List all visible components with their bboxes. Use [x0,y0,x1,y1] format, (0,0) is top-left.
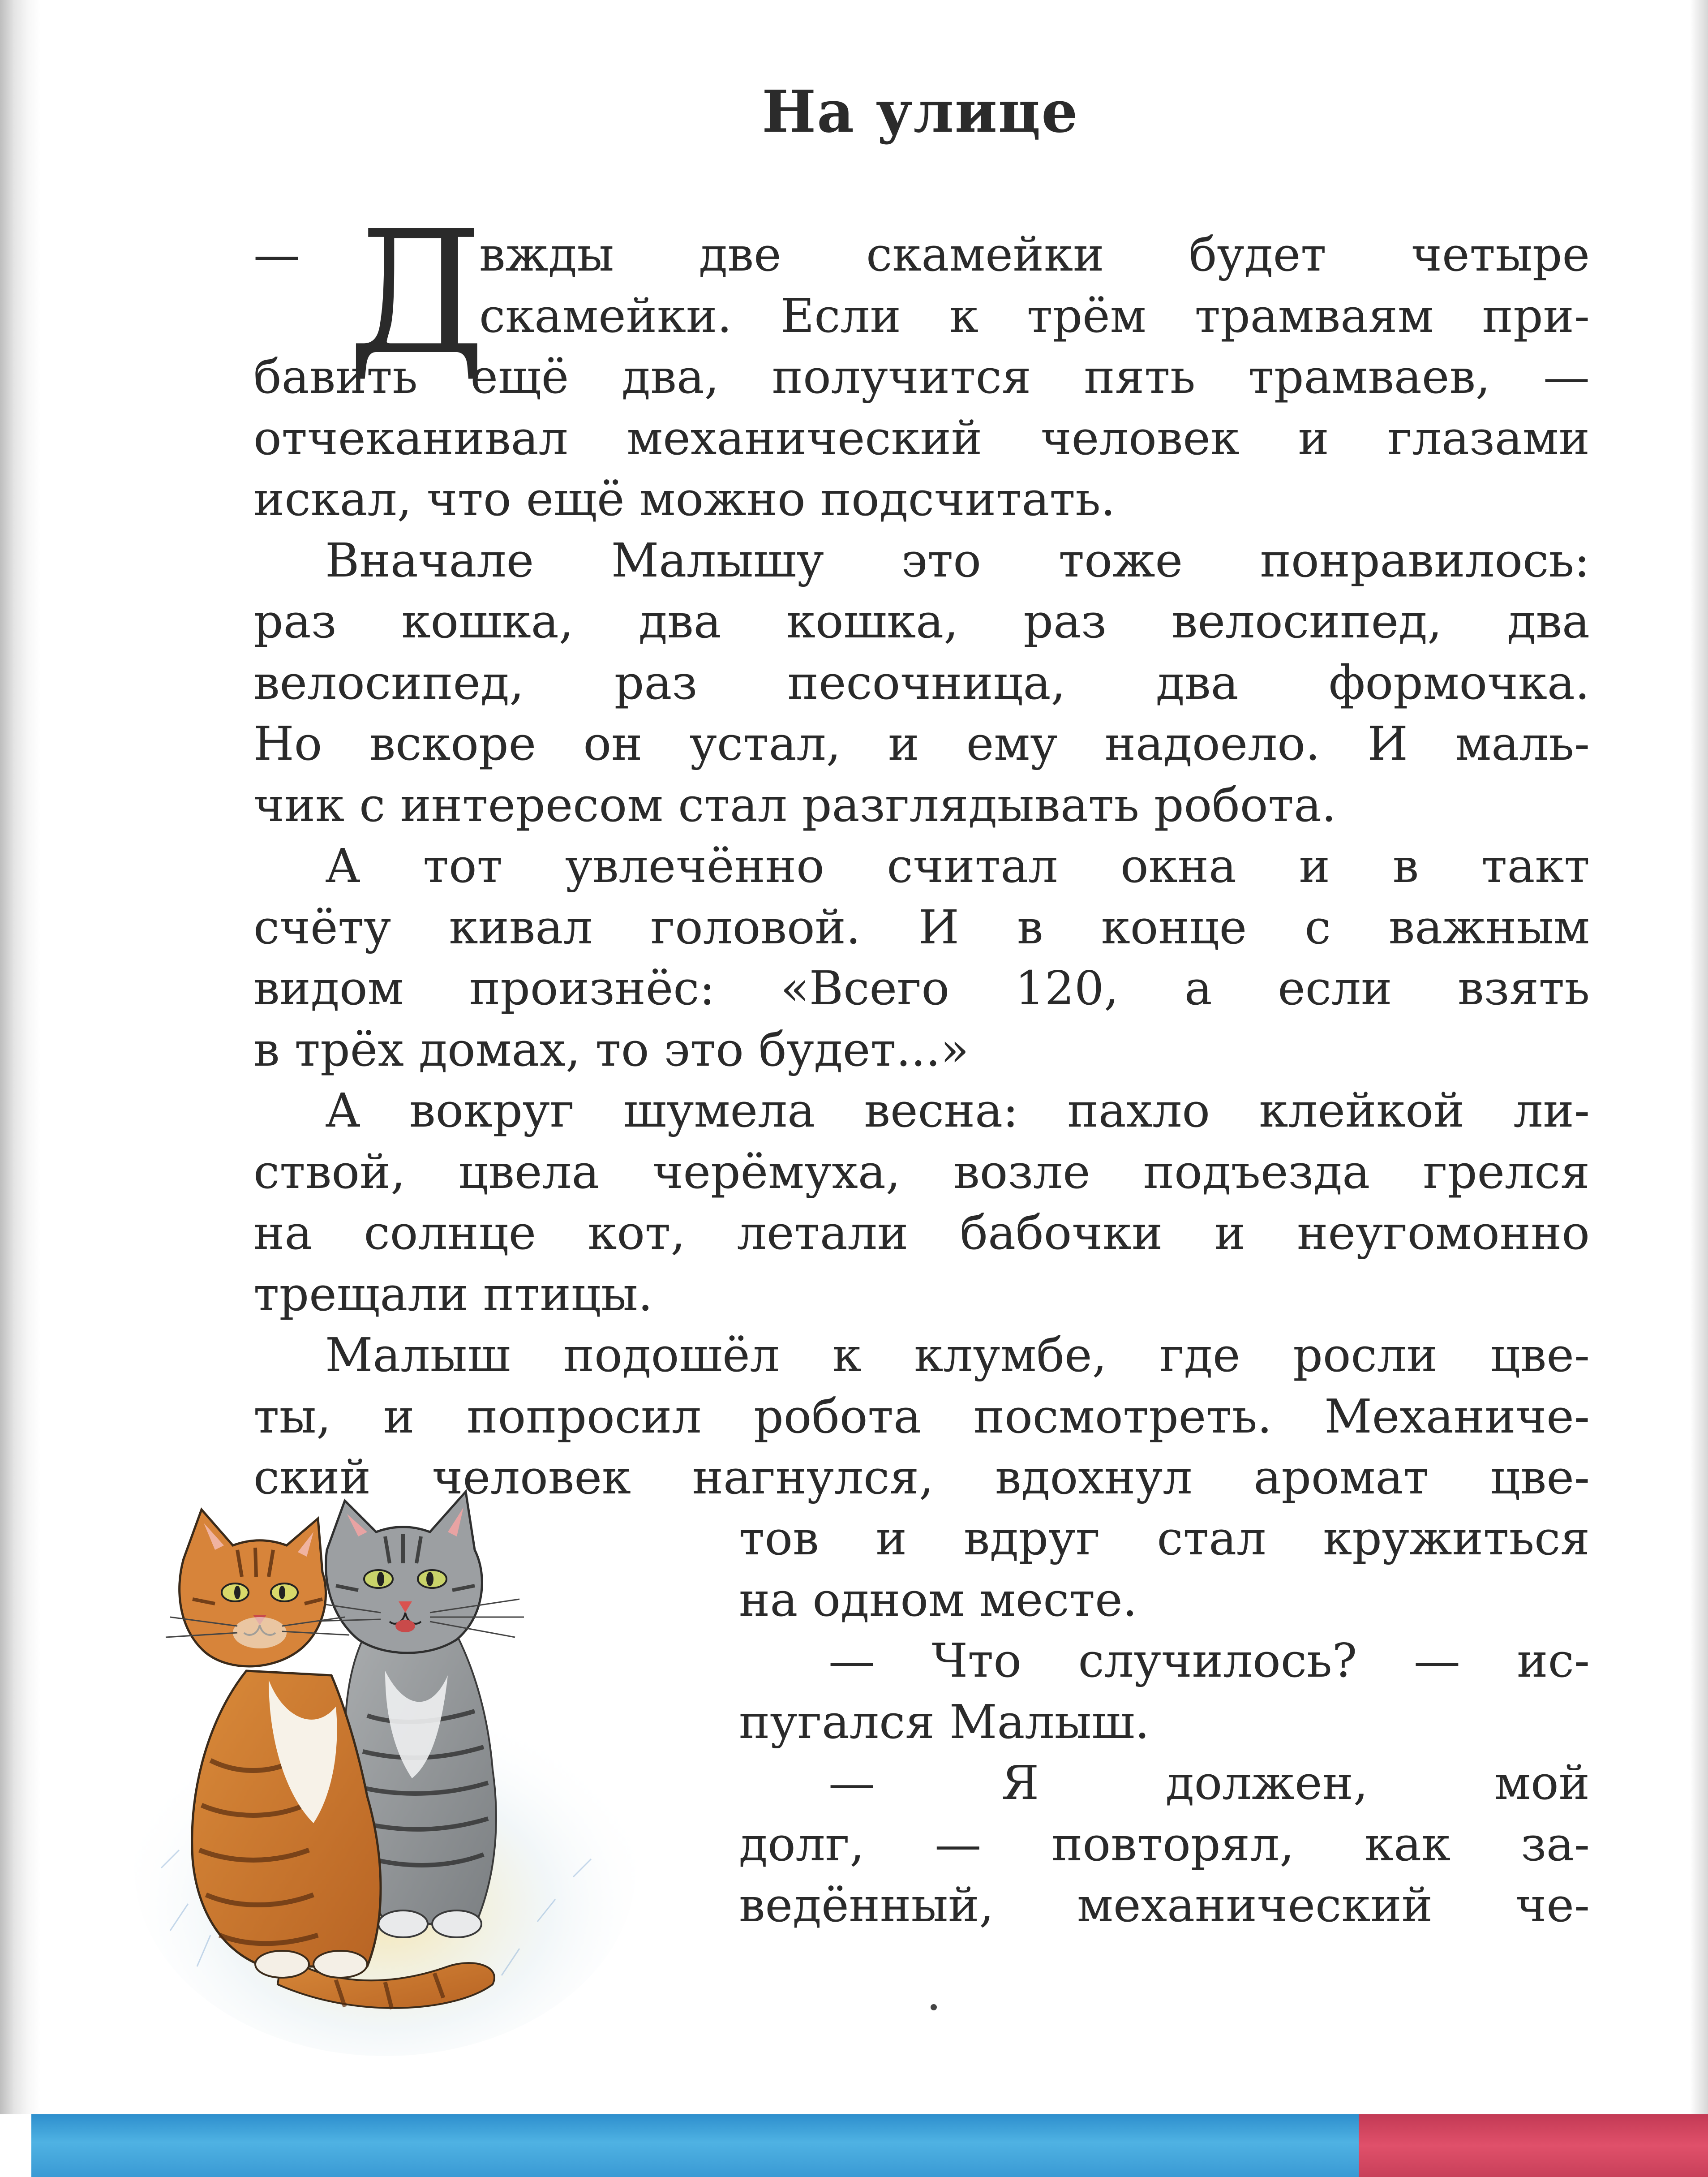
text-line: Но вскоре он устал, и ему надоело. И маль- [253,716,1590,771]
text-line: ведённый, механический че- [739,1878,1590,1932]
text-line: на одном месте. [739,1572,1137,1627]
text-line: А тот увлечённо считал окна и в такт [325,839,1590,893]
text-line: пугался Малыш. [739,1694,1150,1749]
text-line: искал, что ещё можно подсчитать. [253,472,1116,526]
text-line: — Что случилось? — ис- [828,1633,1590,1688]
main-text [253,194,1590,1508]
text-line: ский человек нагнулся, вдохнул аромат цве- [253,1450,1590,1505]
bottom-color-band [31,2114,1708,2177]
text-line: бавить ещё два, получится пять трамваев, — [253,349,1590,404]
page-title: На улице [762,78,1079,146]
bottom-band-red [1359,2114,1708,2177]
text-line: вжды две скамейки будет четыре [479,227,1590,282]
page-dot [931,2004,937,2010]
text-line: трещали птицы. [253,1266,653,1321]
drop-cap-letter: Д [348,194,486,392]
text-line: чик с интересом стал разглядывать робота. [253,777,1337,832]
text-line: ты, и попросил робота посмотреть. Механиче- [253,1389,1590,1444]
text-line: на солнце кот, летали бабочки и неугомонно [253,1205,1590,1260]
two-cats-illustration [134,1483,672,2065]
text-line: А вокруг шумела весна: пахло клейкой ли- [325,1083,1590,1138]
text-line: скамейки. Если к трём трамваям при- [479,288,1590,343]
right-column-text [739,1508,1590,1936]
binding-shadow [0,0,40,2114]
text-line: раз кошка, два кошка, раз велосипед, два [253,594,1590,649]
text-line: ствой, цвела черёмуха, возле подъезда грелся [253,1144,1590,1199]
text-line: отчеканивал механический человек и глазами [253,410,1590,465]
text-line: велосипед, раз песочница, два формочка. [253,655,1590,710]
bottom-band-blue [31,2114,1359,2177]
text-line: в трёх домах, то это будет...» [253,1022,969,1077]
text-line: видом произнёс: «Всего 120, а если взять [253,961,1590,1015]
text-line: тов и вдруг стал кружиться [739,1511,1590,1566]
text-line: счёту кивал головой. И в конце с важным [253,899,1590,955]
text-line: Малыш подошёл к клумбе, где росли цве- [325,1328,1590,1382]
text-line: — Я должен, мой [828,1755,1590,1810]
page-edge [1690,0,1708,2114]
drop-cap-dash: — [253,227,300,282]
text-line: Вначале Малышу это тоже понравилось: [325,533,1590,588]
text-line: долг, — повторял, как за- [739,1816,1590,1872]
